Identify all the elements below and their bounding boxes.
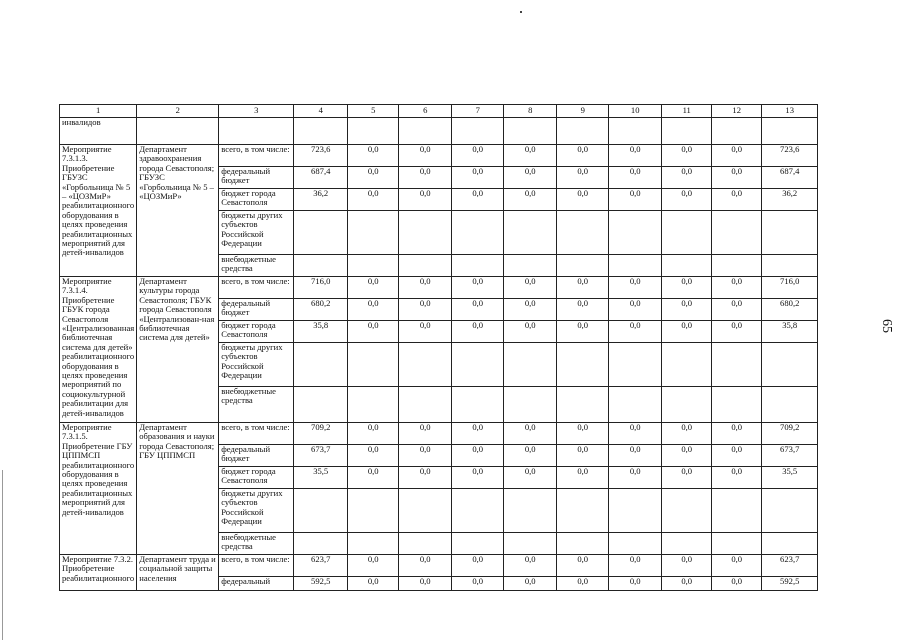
funding-source: всего, в том числе:	[219, 423, 294, 445]
empty-cell	[762, 118, 818, 145]
value-year-col7: 0,0	[452, 299, 504, 321]
value-year-col12	[712, 533, 762, 555]
funding-source: внебюджетные средства	[219, 387, 294, 423]
value-year-col7	[452, 255, 504, 277]
value-year-col12	[712, 211, 762, 255]
value-year-col8	[504, 255, 557, 277]
value-year-col10	[609, 489, 662, 533]
value-year-col11: 0,0	[662, 145, 712, 167]
value-year-col6: 0,0	[399, 555, 452, 577]
value-sum: 673,7	[762, 445, 818, 467]
value-sum	[762, 489, 818, 533]
value-sum: 35,5	[762, 467, 818, 489]
value-year-col11	[662, 255, 712, 277]
funding-source: всего, в том числе:	[219, 277, 294, 299]
value-sum: 716,0	[762, 277, 818, 299]
value-year-col6	[399, 211, 452, 255]
value-year-col8: 0,0	[504, 145, 557, 167]
value-year-col7	[452, 211, 504, 255]
value-sum: 723,6	[762, 145, 818, 167]
value-year-col8: 0,0	[504, 321, 557, 343]
column-number-8: 8	[504, 105, 557, 118]
value-year-col8: 0,0	[504, 189, 557, 211]
value-year-col5: 0,0	[348, 467, 399, 489]
value-year-col7	[452, 489, 504, 533]
value-year-col9: 0,0	[557, 277, 609, 299]
funding-source: внебюджетные средства	[219, 255, 294, 277]
value-total: 673,7	[294, 445, 348, 467]
value-year-col12: 0,0	[712, 145, 762, 167]
value-sum	[762, 211, 818, 255]
value-year-col5: 0,0	[348, 277, 399, 299]
value-year-col11: 0,0	[662, 445, 712, 467]
value-year-col12: 0,0	[712, 189, 762, 211]
value-year-col10: 0,0	[609, 189, 662, 211]
value-year-col11	[662, 387, 712, 423]
value-year-col9: 0,0	[557, 423, 609, 445]
value-total: 592,5	[294, 577, 348, 591]
value-year-col9: 0,0	[557, 299, 609, 321]
value-year-col5: 0,0	[348, 423, 399, 445]
value-year-col12: 0,0	[712, 167, 762, 189]
value-year-col5: 0,0	[348, 167, 399, 189]
funding-source: всего, в том числе:	[219, 555, 294, 577]
value-year-col11: 0,0	[662, 167, 712, 189]
value-year-col11	[662, 211, 712, 255]
measure-name: Мероприятие 7.3.2. Приобретение реабилитационного	[60, 555, 137, 591]
value-sum: 35,8	[762, 321, 818, 343]
value-year-col12	[712, 343, 762, 387]
value-year-col7: 0,0	[452, 577, 504, 591]
value-year-col6: 0,0	[399, 277, 452, 299]
value-year-col5: 0,0	[348, 299, 399, 321]
value-sum: 680,2	[762, 299, 818, 321]
value-year-col10	[609, 211, 662, 255]
value-year-col10: 0,0	[609, 467, 662, 489]
value-sum	[762, 387, 818, 423]
value-sum: 36,2	[762, 189, 818, 211]
value-year-col5	[348, 343, 399, 387]
value-year-col8: 0,0	[504, 423, 557, 445]
value-year-col9: 0,0	[557, 321, 609, 343]
value-year-col12	[712, 489, 762, 533]
funding-source: всего, в том числе:	[219, 145, 294, 167]
column-number-3: 3	[219, 105, 294, 118]
value-year-col6	[399, 387, 452, 423]
value-year-col12: 0,0	[712, 445, 762, 467]
value-year-col11: 0,0	[662, 423, 712, 445]
funding-source: бюджеты других субъектов Российской Федерации	[219, 489, 294, 533]
value-year-col6: 0,0	[399, 423, 452, 445]
value-year-col5	[348, 211, 399, 255]
empty-cell	[137, 118, 219, 145]
value-year-col10: 0,0	[609, 423, 662, 445]
value-total	[294, 255, 348, 277]
value-year-col5: 0,0	[348, 577, 399, 591]
value-year-col7: 0,0	[452, 189, 504, 211]
value-year-col10: 0,0	[609, 277, 662, 299]
funding-source: федеральный бюджет	[219, 445, 294, 467]
value-year-col12: 0,0	[712, 299, 762, 321]
scan-edge	[2, 470, 3, 640]
value-year-col11	[662, 533, 712, 555]
column-number-7: 7	[452, 105, 504, 118]
value-year-col7: 0,0	[452, 321, 504, 343]
value-sum: 687,4	[762, 167, 818, 189]
value-year-col11: 0,0	[662, 321, 712, 343]
value-year-col8	[504, 387, 557, 423]
value-year-col10	[609, 387, 662, 423]
empty-cell	[294, 118, 348, 145]
value-year-col5	[348, 387, 399, 423]
value-year-col9	[557, 489, 609, 533]
value-total: 623,7	[294, 555, 348, 577]
value-year-col9	[557, 533, 609, 555]
value-total	[294, 533, 348, 555]
value-year-col10	[609, 343, 662, 387]
value-year-col8: 0,0	[504, 467, 557, 489]
table-row	[60, 145, 818, 167]
empty-cell	[609, 118, 662, 145]
value-year-col6: 0,0	[399, 189, 452, 211]
funding-source: бюджеты других субъектов Российской Федерации	[219, 343, 294, 387]
table-row	[60, 423, 818, 445]
continuation-text: инвалидов	[60, 118, 137, 145]
value-year-col9	[557, 343, 609, 387]
value-total: 687,4	[294, 167, 348, 189]
column-number-1: 1	[60, 105, 137, 118]
value-year-col5: 0,0	[348, 145, 399, 167]
value-year-col7	[452, 343, 504, 387]
value-total: 716,0	[294, 277, 348, 299]
empty-cell	[662, 118, 712, 145]
value-year-col10	[609, 255, 662, 277]
value-year-col6	[399, 533, 452, 555]
value-year-col6: 0,0	[399, 145, 452, 167]
value-year-col7: 0,0	[452, 555, 504, 577]
value-year-col10: 0,0	[609, 167, 662, 189]
value-year-col11: 0,0	[662, 467, 712, 489]
value-sum: 623,7	[762, 555, 818, 577]
value-year-col12: 0,0	[712, 423, 762, 445]
value-year-col5: 0,0	[348, 555, 399, 577]
value-year-col12	[712, 255, 762, 277]
value-year-col11: 0,0	[662, 189, 712, 211]
value-year-col6: 0,0	[399, 167, 452, 189]
funding-source: бюджет города Севастополя	[219, 321, 294, 343]
value-year-col10	[609, 533, 662, 555]
funding-source: бюджеты других субъектов Российской Федерации	[219, 211, 294, 255]
value-sum	[762, 343, 818, 387]
column-number-row	[60, 105, 818, 118]
value-year-col9	[557, 255, 609, 277]
funding-source: бюджет города Севастополя	[219, 467, 294, 489]
value-year-col12	[712, 387, 762, 423]
value-year-col11: 0,0	[662, 577, 712, 591]
value-year-col8	[504, 533, 557, 555]
value-year-col9: 0,0	[557, 445, 609, 467]
budget-table	[59, 104, 818, 591]
column-number-13: 13	[762, 105, 818, 118]
value-year-col9: 0,0	[557, 577, 609, 591]
value-year-col10: 0,0	[609, 321, 662, 343]
continuation-row	[60, 118, 818, 145]
value-year-col10: 0,0	[609, 577, 662, 591]
value-year-col6	[399, 489, 452, 533]
empty-cell	[348, 118, 399, 145]
value-year-col7: 0,0	[452, 467, 504, 489]
value-total	[294, 211, 348, 255]
funding-source: федеральный бюджет	[219, 299, 294, 321]
value-total: 680,2	[294, 299, 348, 321]
value-year-col6: 0,0	[399, 321, 452, 343]
value-year-col8: 0,0	[504, 167, 557, 189]
value-year-col12: 0,0	[712, 467, 762, 489]
empty-cell	[219, 118, 294, 145]
empty-cell	[452, 118, 504, 145]
column-number-4: 4	[294, 105, 348, 118]
table-row	[60, 277, 818, 299]
value-year-col9	[557, 387, 609, 423]
empty-cell	[504, 118, 557, 145]
table-row	[60, 555, 818, 577]
value-year-col8: 0,0	[504, 445, 557, 467]
value-sum	[762, 533, 818, 555]
value-sum	[762, 255, 818, 277]
value-total: 709,2	[294, 423, 348, 445]
value-year-col8: 0,0	[504, 555, 557, 577]
value-year-col7	[452, 387, 504, 423]
value-year-col11: 0,0	[662, 555, 712, 577]
column-number-9: 9	[557, 105, 609, 118]
value-year-col10: 0,0	[609, 555, 662, 577]
value-year-col12: 0,0	[712, 555, 762, 577]
value-year-col6: 0,0	[399, 445, 452, 467]
value-year-col8	[504, 211, 557, 255]
value-year-col7: 0,0	[452, 277, 504, 299]
column-number-12: 12	[712, 105, 762, 118]
value-year-col7: 0,0	[452, 445, 504, 467]
column-number-11: 11	[662, 105, 712, 118]
scan-speck	[520, 11, 522, 13]
measure-name: Мероприятие 7.3.1.3. Приобретение ГБУЗС «Горбольница № 5 – «ЦОЗМиР» реабилитационного оборудования в целях проведения реабилитационных мероприятий для детей-инвалидов	[60, 145, 137, 277]
empty-cell	[712, 118, 762, 145]
funding-source: федеральный	[219, 577, 294, 591]
value-year-col7: 0,0	[452, 167, 504, 189]
value-year-col11	[662, 343, 712, 387]
value-year-col12: 0,0	[712, 277, 762, 299]
value-year-col5	[348, 255, 399, 277]
value-year-col8	[504, 343, 557, 387]
value-year-col5	[348, 533, 399, 555]
value-year-col7: 0,0	[452, 145, 504, 167]
executor-name: Департамент труда и социальной защиты населения	[137, 555, 219, 591]
value-total	[294, 489, 348, 533]
value-year-col5: 0,0	[348, 321, 399, 343]
value-year-col8: 0,0	[504, 577, 557, 591]
value-year-col11	[662, 489, 712, 533]
value-year-col8	[504, 489, 557, 533]
page-number: 65	[879, 319, 894, 333]
column-number-10: 10	[609, 105, 662, 118]
column-number-6: 6	[399, 105, 452, 118]
executor-name: Департамент здравоохранения города Севастополя; ГБУЗС «Горбольница № 5 – «ЦОЗМиР»	[137, 145, 219, 277]
value-year-col7: 0,0	[452, 423, 504, 445]
value-year-col6	[399, 255, 452, 277]
column-number-2: 2	[137, 105, 219, 118]
value-year-col10: 0,0	[609, 299, 662, 321]
value-year-col5: 0,0	[348, 189, 399, 211]
value-year-col9: 0,0	[557, 189, 609, 211]
value-year-col5	[348, 489, 399, 533]
value-year-col9	[557, 211, 609, 255]
empty-cell	[399, 118, 452, 145]
value-year-col6: 0,0	[399, 299, 452, 321]
value-year-col11: 0,0	[662, 299, 712, 321]
value-year-col8: 0,0	[504, 277, 557, 299]
value-year-col6	[399, 343, 452, 387]
funding-source: федеральный бюджет	[219, 167, 294, 189]
value-year-col6: 0,0	[399, 577, 452, 591]
measure-name: Мероприятие 7.3.1.4. Приобретение ГБУК города Севастополя «Централизованная библиотечная система для детей» реабилитационного оборудования в целях проведения мероприятий по социокультурной реабилитации для детей-инвалидов	[60, 277, 137, 423]
value-total: 35,8	[294, 321, 348, 343]
value-year-col9: 0,0	[557, 167, 609, 189]
value-year-col9: 0,0	[557, 555, 609, 577]
value-year-col11: 0,0	[662, 277, 712, 299]
value-year-col5: 0,0	[348, 445, 399, 467]
executor-name: Департамент образования и науки города Севастополя; ГБУ ЦППМСП	[137, 423, 219, 555]
value-year-col9: 0,0	[557, 145, 609, 167]
value-year-col10: 0,0	[609, 445, 662, 467]
value-total: 36,2	[294, 189, 348, 211]
funding-source: внебюджетные средства	[219, 533, 294, 555]
empty-cell	[557, 118, 609, 145]
value-sum: 709,2	[762, 423, 818, 445]
value-year-col9: 0,0	[557, 467, 609, 489]
funding-source: бюджет города Севастополя	[219, 189, 294, 211]
value-year-col8: 0,0	[504, 299, 557, 321]
value-year-col12: 0,0	[712, 321, 762, 343]
value-year-col12: 0,0	[712, 577, 762, 591]
executor-name: Департамент культуры города Севастополя; ГБУК города Севастополя «Централизован-ная библиотечная система для детей»	[137, 277, 219, 423]
value-total	[294, 387, 348, 423]
value-total: 35,5	[294, 467, 348, 489]
column-number-5: 5	[348, 105, 399, 118]
value-total: 723,6	[294, 145, 348, 167]
value-year-col7	[452, 533, 504, 555]
measure-name: Мероприятие 7.3.1.5. Приобретение ГБУ ЦППМСП реабилитационного оборудования в целях проведения реабилитационных мероприятий для детей-нивалидов	[60, 423, 137, 555]
value-year-col6: 0,0	[399, 467, 452, 489]
value-total	[294, 343, 348, 387]
value-sum: 592,5	[762, 577, 818, 591]
value-year-col10: 0,0	[609, 145, 662, 167]
